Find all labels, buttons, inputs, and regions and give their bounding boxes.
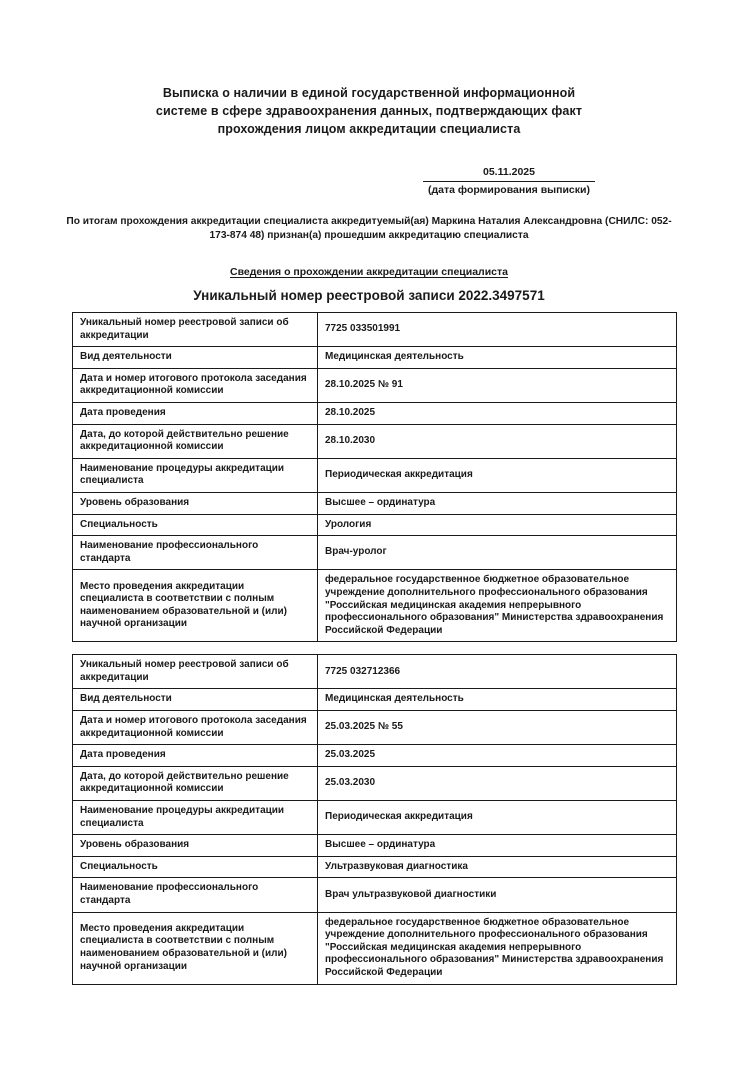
accreditation-record-table-1 xyxy=(72,312,677,642)
field-value: Врач ультразвуковой диагностики xyxy=(318,878,677,912)
field-value: Медицинская деятельность xyxy=(318,347,677,369)
field-value: 28.10.2025 xyxy=(318,402,677,424)
table-row xyxy=(73,912,677,984)
field-label: Уникальный номер реестровой записи об аккредитации xyxy=(73,655,318,689)
table-row xyxy=(73,402,677,424)
table-row xyxy=(73,570,677,642)
field-label: Дата, до которой действительно решение аккредитационной комиссии xyxy=(73,424,318,458)
table-row xyxy=(73,745,677,767)
table-row xyxy=(73,711,677,745)
field-label: Наименование процедуры аккредитации специалиста xyxy=(73,801,318,835)
field-value: Ультразвуковая диагностика xyxy=(318,856,677,878)
table-row xyxy=(73,856,677,878)
field-label: Вид деятельности xyxy=(73,347,318,369)
field-value: 7725 032712366 xyxy=(318,655,677,689)
document-title-line-3: прохождения лицом аккредитации специалиста xyxy=(217,122,521,136)
table-row xyxy=(73,766,677,800)
field-label: Дата проведения xyxy=(73,745,318,767)
field-value: 25.03.2030 xyxy=(318,766,677,800)
field-label: Дата проведения xyxy=(73,402,318,424)
field-label: Уровень образования xyxy=(73,492,318,514)
field-label: Место проведения аккредитации специалиста в соответствии с полным наименованием образовательной и (или) научной организации xyxy=(73,912,318,984)
field-value: Высшее – ординатура xyxy=(318,835,677,857)
field-label: Дата и номер итогового протокола заседания аккредитационной комиссии xyxy=(73,368,318,402)
table-row xyxy=(73,655,677,689)
field-label: Дата и номер итогового протокола заседания аккредитационной комиссии xyxy=(73,711,318,745)
field-value: Высшее – ординатура xyxy=(318,492,677,514)
issue-date-block xyxy=(423,166,595,196)
field-label: Уникальный номер реестровой записи об аккредитации xyxy=(73,313,318,347)
table-row xyxy=(73,492,677,514)
field-value: Врач-уролог xyxy=(318,536,677,570)
field-label: Специальность xyxy=(73,856,318,878)
intro-paragraph xyxy=(49,215,689,242)
table-row xyxy=(73,368,677,402)
table-row xyxy=(73,458,677,492)
field-label: Наименование профессионального стандарта xyxy=(73,536,318,570)
table-row xyxy=(73,835,677,857)
field-value: 25.03.2025 № 55 xyxy=(318,711,677,745)
field-value: 25.03.2025 xyxy=(318,745,677,767)
field-value: 28.10.2025 № 91 xyxy=(318,368,677,402)
table-row xyxy=(73,424,677,458)
document-title xyxy=(0,84,738,138)
field-value: 7725 033501991 xyxy=(318,313,677,347)
issue-date-caption: (дата формирования выписки) xyxy=(428,184,590,196)
field-value: Периодическая аккредитация xyxy=(318,801,677,835)
field-value: Периодическая аккредитация xyxy=(318,458,677,492)
intro-line-2: 173-874 48) признан(а) прошедшим аккредитацию специалиста xyxy=(209,229,529,241)
table-row xyxy=(73,801,677,835)
table-row xyxy=(73,347,677,369)
field-label: Дата, до которой действительно решение аккредитационной комиссии xyxy=(73,766,318,800)
field-value: 28.10.2030 xyxy=(318,424,677,458)
document-title-line-1: Выписка о наличии в единой государственной информационной xyxy=(162,86,576,100)
registry-number-heading: Уникальный номер реестровой записи 2022.3497571 xyxy=(193,288,545,303)
accreditation-record-table-2 xyxy=(72,654,677,984)
field-value: федеральное государственное бюджетное образовательное учреждение дополнительного профессионального образования "Российская медицинская академия непрерывного профессионального образования" Министерства здравоохранения Российской Федерации xyxy=(318,912,677,984)
field-label: Уровень образования xyxy=(73,835,318,857)
intro-line-1: По итогам прохождения аккредитации специалиста аккредитуемый(ая) Маркина Наталия Александровна (СНИЛС: 052- xyxy=(66,216,672,227)
field-value: Урология xyxy=(318,514,677,536)
field-value: федеральное государственное бюджетное образовательное учреждение дополнительного профессионального образования "Российская медицинская академия непрерывного профессионального образования" Министерства здравоохранения Российской Федерации xyxy=(318,570,677,642)
issue-date: 05.11.2025 xyxy=(423,166,595,182)
field-label: Место проведения аккредитации специалиста в соответствии с полным наименованием образовательной и (или) научной организации xyxy=(73,570,318,642)
field-label: Наименование профессионального стандарта xyxy=(73,878,318,912)
field-value: Медицинская деятельность xyxy=(318,689,677,711)
table-row xyxy=(73,536,677,570)
table-row xyxy=(73,689,677,711)
field-label: Специальность xyxy=(73,514,318,536)
table-row xyxy=(73,313,677,347)
table-row xyxy=(73,514,677,536)
table-row xyxy=(73,878,677,912)
document-title-line-2: системе в сфере здравоохранения данных, подтверждающих факт xyxy=(155,104,583,118)
field-label: Вид деятельности xyxy=(73,689,318,711)
section-heading: Сведения о прохождении аккредитации специалиста xyxy=(230,266,508,278)
field-label: Наименование процедуры аккредитации специалиста xyxy=(73,458,318,492)
